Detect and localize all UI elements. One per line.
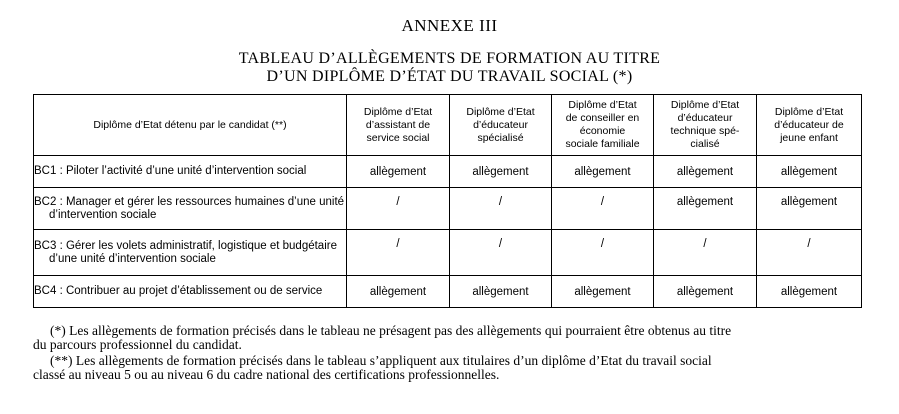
table-title-line-2: D’UN DIPLÔME D’ÉTAT DU TRAVAIL SOCIAL (*) xyxy=(266,68,633,85)
column-header-line: Diplôme d’Etat xyxy=(670,99,740,111)
table-cell: allègement xyxy=(552,156,654,188)
column-header-line: technique spé- xyxy=(670,125,740,137)
table-cell: allègement xyxy=(654,156,757,188)
row-header-cell: Diplôme d’Etat détenu par le candidat (**) xyxy=(34,95,347,156)
table-cell: allègement xyxy=(552,276,654,308)
table-title-line-1: TABLEAU D’ALLÈGEMENTS DE FORMATION AU TITRE xyxy=(238,50,661,67)
table-row xyxy=(34,156,862,188)
row-label-bc1 xyxy=(34,156,347,188)
column-header-line: service social xyxy=(366,131,430,144)
footnote-line: du parcours professionnel du candidat. xyxy=(33,337,242,352)
column-header-assistant-service-social xyxy=(347,95,450,156)
table-cell: allègement xyxy=(347,156,450,188)
annex-heading: ANNEXE III xyxy=(401,16,498,35)
table-cell: allègement xyxy=(757,156,862,188)
row-label-text: BC1 : Piloter l’activité d’une unité d’intervention social xyxy=(34,165,307,177)
table-cell: allègement xyxy=(654,276,757,308)
table-cell: allègement xyxy=(654,188,757,230)
column-header-line: d’éducateur xyxy=(473,118,528,131)
column-header-line: Diplôme d’Etat xyxy=(363,105,433,118)
column-header-educateur-jeune-enfant xyxy=(757,95,862,156)
column-header-line: jeune enfant xyxy=(780,131,838,144)
row-label-text: d’intervention sociale xyxy=(49,208,157,221)
row-label-text: BC3 : Gérer les volets administratif, logistique et budgétaire xyxy=(34,239,337,252)
table-cell: / xyxy=(450,230,552,276)
row-label-text: BC2 : Manager et gérer les ressources humaines d’une unité xyxy=(34,195,345,208)
table-cell: / xyxy=(347,230,450,276)
table-cell: allègement xyxy=(757,188,862,230)
table-cell: allègement xyxy=(757,276,862,308)
row-label-bc3 xyxy=(34,230,347,276)
column-header-line: spécialisé xyxy=(477,131,524,144)
table-cell: / xyxy=(552,188,654,230)
footnote-2 xyxy=(33,354,863,382)
footnote-line: (**) Les allègements de formation précisés dans le tableau s’appliquent aux titulaires d’un diplôme d’Etat du travail social xyxy=(50,353,712,368)
column-header-line: de conseiller en xyxy=(565,112,640,124)
column-header-conseiller-esf xyxy=(552,95,654,156)
column-header-line: sociale familiale xyxy=(565,138,640,150)
table-header-row xyxy=(34,95,862,156)
allegements-table xyxy=(33,94,862,308)
table-cell: / xyxy=(552,230,654,276)
table-cell: allègement xyxy=(347,276,450,308)
row-label-text: d’une unité d’intervention sociale xyxy=(49,252,216,265)
column-header-line: Diplôme d’Etat xyxy=(568,99,637,111)
footnote-line: (*) Les allègements de formation précisés dans le tableau ne présagent pas des allègements qui pourraient être obtenus au titre xyxy=(50,323,732,338)
column-header-line: d’éducateur de xyxy=(774,118,844,131)
row-label-bc4 xyxy=(34,276,347,308)
table-cell: / xyxy=(450,188,552,230)
table-row xyxy=(34,188,862,230)
column-header-educateur-specialise xyxy=(450,95,552,156)
table-cell: / xyxy=(757,230,862,276)
table-cell: allègement xyxy=(450,276,552,308)
table-row xyxy=(34,230,862,276)
column-header-line: Diplôme d’Etat xyxy=(774,105,844,118)
column-header-line: d’assistant de xyxy=(365,118,431,131)
row-label-bc2 xyxy=(34,188,347,230)
column-header-line: cialisé xyxy=(690,138,720,150)
row-label-text: BC4 : Contribuer au projet d’établissement ou de service xyxy=(34,285,323,297)
column-header-line: économie xyxy=(579,125,626,137)
table-cell: allègement xyxy=(450,156,552,188)
footnote-1 xyxy=(33,324,863,352)
column-header-educateur-technique-specialise xyxy=(654,95,757,156)
column-header-line: Diplôme d’Etat xyxy=(466,105,535,118)
table-title xyxy=(0,50,899,86)
table-cell: / xyxy=(347,188,450,230)
table-cell: / xyxy=(654,230,757,276)
column-header-line: d’éducateur xyxy=(677,112,733,124)
footnote-line: classé au niveau 5 ou au niveau 6 du cadre national des certifications professionnelles. xyxy=(33,367,500,382)
table-row xyxy=(34,276,862,308)
